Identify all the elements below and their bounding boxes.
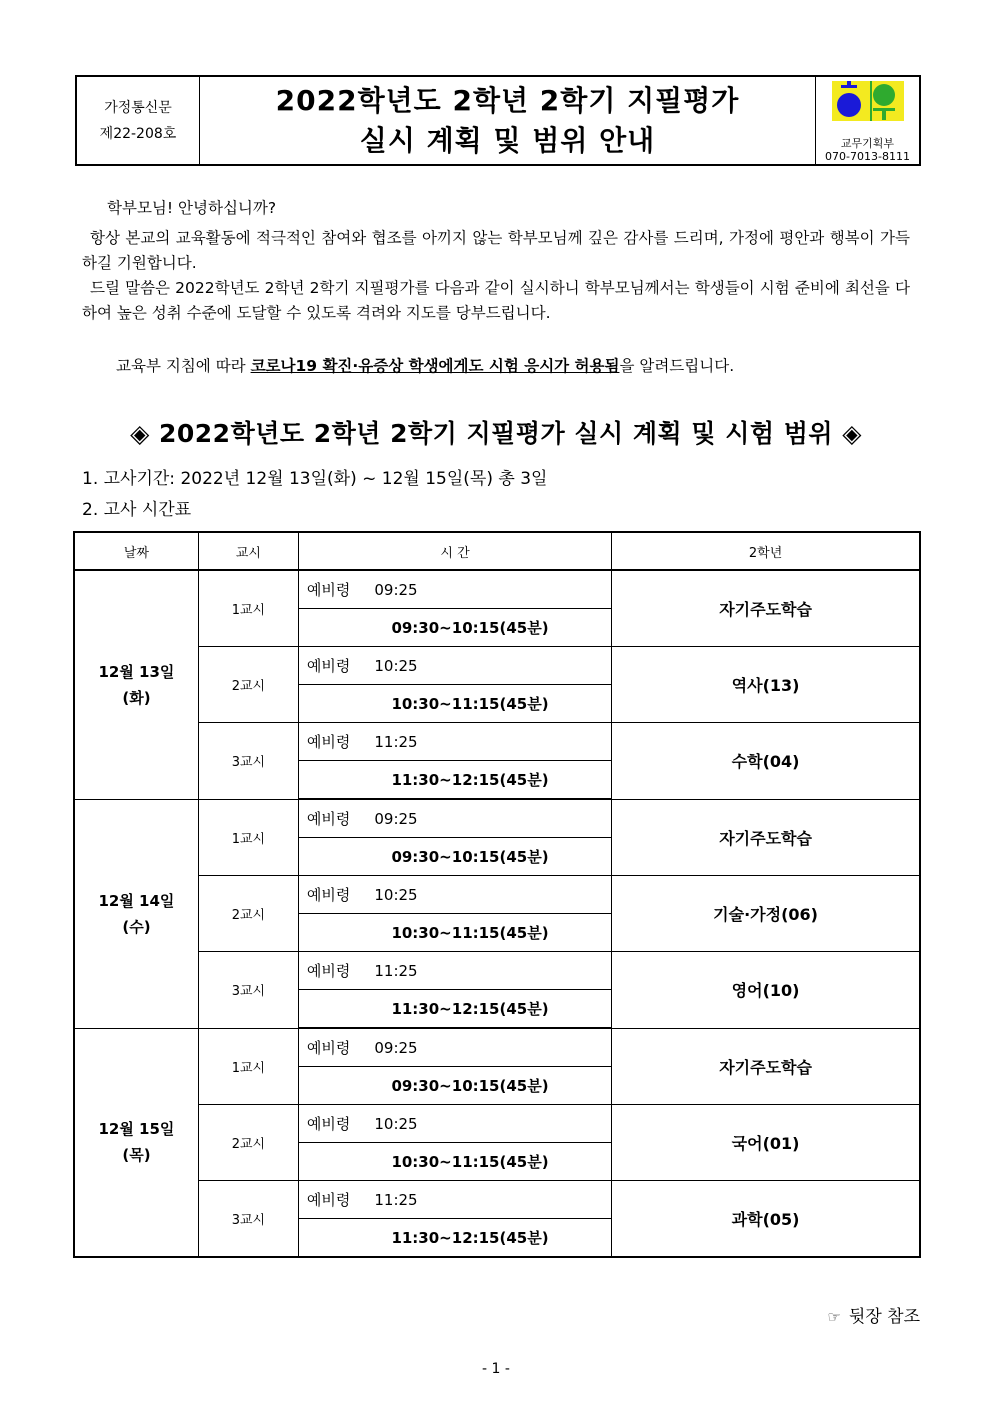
date-label: 12월 13일	[98, 662, 175, 681]
subject-cell: 기술·가정(06)	[612, 876, 920, 952]
header-grade: 2학년	[612, 532, 920, 570]
prep-bell-cell	[298, 1181, 611, 1219]
period-cell: 1교시	[198, 799, 298, 876]
prep-bell-label: 예비령	[306, 1039, 351, 1057]
table-row	[74, 723, 920, 761]
table-row	[74, 799, 920, 838]
prep-bell-cell	[298, 1028, 611, 1067]
exam-time-slot: 10:30~11:15(45분)	[298, 1143, 611, 1181]
exam-period: 1. 고사기간: 2022년 12월 13일(화) ~ 12월 15일(목) 총 3일	[82, 469, 548, 489]
table-row	[74, 647, 920, 685]
title-line-1: 2022학년도 2학년 2학기 지필평가	[275, 83, 740, 117]
table-row	[74, 1105, 920, 1143]
date-label: 12월 15일	[98, 1120, 175, 1139]
greeting: 학부모님! 안녕하십니까?	[107, 199, 277, 217]
exam-time-slot: 11:30~12:15(45분)	[298, 1219, 611, 1258]
prep-bell-time: 11:25	[374, 962, 418, 980]
weekday-label: (수)	[122, 917, 151, 936]
period-cell: 3교시	[198, 952, 298, 1029]
subject-cell: 국어(01)	[612, 1105, 920, 1181]
weekday-label: (목)	[122, 1146, 151, 1165]
period-cell: 2교시	[198, 876, 298, 952]
prep-bell-label: 예비령	[306, 657, 351, 675]
table-row	[74, 1028, 920, 1067]
school-logo-icon	[832, 81, 904, 137]
doc-type: 가정통신문	[104, 99, 172, 116]
period-cell: 1교시	[198, 570, 298, 647]
subject-cell: 자기주도학습	[612, 570, 920, 647]
prep-bell-label: 예비령	[306, 581, 351, 599]
pointing-hand-icon: ☞	[827, 1308, 841, 1326]
page-number: - 1 -	[482, 1361, 510, 1377]
prep-bell-time: 10:25	[374, 1115, 418, 1133]
prep-bell-label: 예비령	[306, 1191, 351, 1209]
date-label: 12월 14일	[98, 891, 175, 910]
document-header	[75, 75, 921, 166]
prep-bell-cell	[298, 952, 611, 990]
section-title: ◈ 2022학년도 2학년 2학기 지필평가 실시 계획 및 시험 범위 ◈	[130, 419, 862, 448]
header-period: 교시	[198, 532, 298, 570]
exam-time-slot: 10:30~11:15(45분)	[298, 685, 611, 723]
subject-cell: 영어(10)	[612, 952, 920, 1029]
prep-bell-time: 11:25	[374, 733, 418, 751]
prep-bell-cell	[298, 799, 611, 838]
exam-time-slot: 09:30~10:15(45분)	[298, 1067, 611, 1105]
document-title	[200, 77, 815, 164]
prep-bell-label: 예비령	[306, 886, 351, 904]
period-cell: 3교시	[198, 1181, 298, 1258]
period-cell: 2교시	[198, 1105, 298, 1181]
prep-bell-label: 예비령	[306, 810, 351, 828]
exam-time-slot: 09:30~10:15(45분)	[298, 609, 611, 647]
date-cell	[74, 1028, 198, 1257]
title-line-2: 실시 계획 및 범위 안내	[359, 123, 656, 157]
period-cell: 1교시	[198, 1028, 298, 1105]
prep-bell-time: 11:25	[374, 1191, 418, 1209]
subject-cell: 자기주도학습	[612, 1028, 920, 1105]
period-cell: 3교시	[198, 723, 298, 800]
exam-time-slot: 09:30~10:15(45분)	[298, 838, 611, 876]
notice-suffix: 을 알려드립니다.	[619, 357, 735, 375]
prep-bell-label: 예비령	[306, 1115, 351, 1133]
prep-bell-time: 09:25	[374, 1039, 418, 1057]
intro-paragraph-1: 항상 본교의 교육활동에 적극적인 참여와 협조를 아끼지 않는 학부모님께 깊은 감사를 드리며, 가정에 평안과 행복이 가득하길 기원합니다.	[82, 229, 910, 272]
prep-bell-time: 09:25	[374, 581, 418, 599]
weekday-label: (화)	[122, 688, 151, 707]
department-phone: 070-7013-8111	[825, 150, 910, 163]
prep-bell-time: 10:25	[374, 886, 418, 904]
prep-bell-label: 예비령	[306, 733, 351, 751]
prep-bell-label: 예비령	[306, 962, 351, 980]
exam-time-slot: 11:30~12:15(45분)	[298, 990, 611, 1029]
exam-time-slot: 11:30~12:15(45분)	[298, 761, 611, 800]
table-row	[74, 570, 920, 609]
see-back-note	[827, 1302, 920, 1327]
exam-schedule-table	[73, 531, 921, 1258]
schedule-body	[74, 570, 920, 1257]
table-row	[74, 876, 920, 914]
table-row	[74, 1181, 920, 1219]
school-info	[815, 77, 919, 164]
timetable-heading: 2. 고사 시간표	[82, 500, 192, 520]
notice-prefix: 교육부 지침에 따라	[116, 357, 251, 375]
notice-emphasis: 코로나19 확진·유증상 학생에게도 시험 응시가 허용됨	[250, 357, 620, 375]
subject-cell: 역사(13)	[612, 647, 920, 723]
prep-bell-cell	[298, 876, 611, 914]
header-date: 날짜	[74, 532, 198, 570]
intro-paragraph-2: 드릴 말씀은 2022학년도 2학년 2학기 지필평가를 다음과 같이 실시하니 학부모님께서는 학생들이 시험 준비에 최선을 다하여 높은 성취 수준에 도달할 수 있도록 격려와 지도를 당부드립니다.	[82, 279, 910, 322]
date-cell	[74, 570, 198, 799]
prep-bell-time: 10:25	[374, 657, 418, 675]
prep-bell-cell	[298, 647, 611, 685]
date-cell	[74, 799, 198, 1028]
exam-time-slot: 10:30~11:15(45분)	[298, 914, 611, 952]
table-header-row	[74, 532, 920, 570]
covid-notice	[116, 354, 944, 379]
prep-bell-cell	[298, 1105, 611, 1143]
subject-cell: 자기주도학습	[612, 799, 920, 876]
subject-cell: 수학(04)	[612, 723, 920, 800]
doc-info	[77, 77, 200, 164]
period-cell: 2교시	[198, 647, 298, 723]
doc-number: 제22-208호	[99, 125, 177, 142]
prep-bell-cell	[298, 570, 611, 609]
subject-cell: 과학(05)	[612, 1181, 920, 1258]
prep-bell-time: 09:25	[374, 810, 418, 828]
department-name: 교무기획부	[840, 137, 895, 150]
see-back-label: 뒷장 참조	[848, 1307, 920, 1327]
table-row	[74, 952, 920, 990]
prep-bell-cell	[298, 723, 611, 761]
header-time: 시 간	[298, 532, 611, 570]
